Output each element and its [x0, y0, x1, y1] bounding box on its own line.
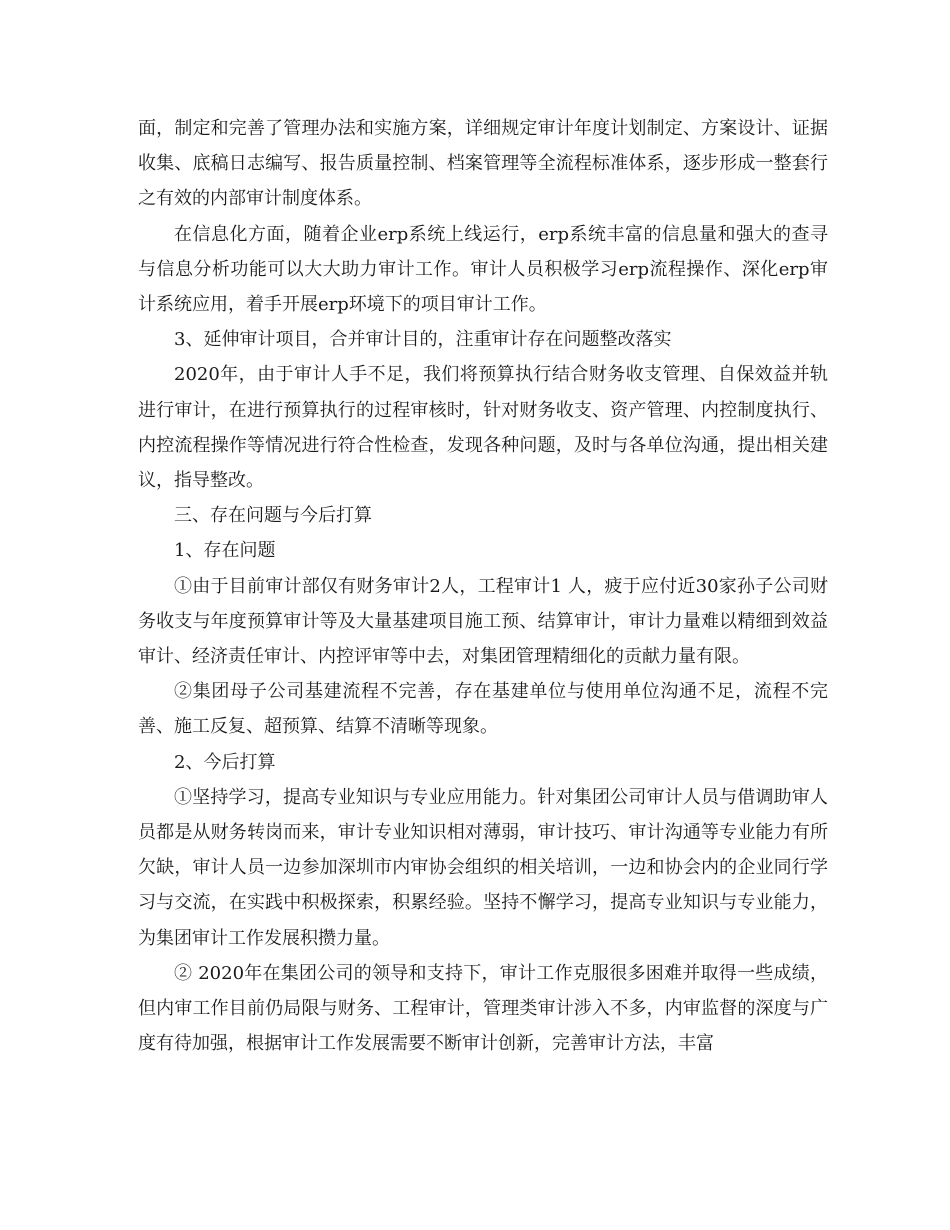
section-heading-3: 3、延伸审计项目，合并审计目的，注重审计存在问题整改落实 — [174, 329, 672, 351]
paragraph-2: 在信息化方面，随着企业erp系统上线运行，erp系统丰富的信息量和强大的查寻与信息分析功能可以大大助力审计工作。审计人员积极学习erp流程操作、深化erp审计系统应用，着手开展erp环境下的项目审计工作。 — [138, 223, 828, 316]
subheading-existing-problems: 1、存在问题 — [174, 540, 276, 562]
paragraph-4: 2020年，由于审计人手不足，我们将预算执行结合财务收支管理、自保效益并轨进行审计，在进行预算执行的过程审核时，针对财务收支、资产管理、内控制度执行、内控流程操作等情况进行符合性检查，发现各种问题，及时与各单位沟通，提出相关建议，指导整改。 — [138, 364, 828, 492]
paragraph-problem-2: ②集团母子公司基建流程不完善，存在基建单位与使用单位沟通不足，流程不完善、施工反复、超预算、结算不清晰等现象。 — [138, 681, 828, 738]
paragraph-problem-1: ①由于目前审计部仅有财务审计2人，工程审计1 人，疲于应付近30家孙子公司财务收支与年度预算审计等及大量基建项目施工预、结算审计，审计力量难以精细到效益审计、经济责任审计、内控评审等中去，对集团管理精细化的贡献力量有限。 — [138, 575, 828, 668]
paragraph-1: 面，制定和完善了管理办法和实施方案，详细规定审计年度计划制定、方案设计、证据收集、底稿日志编写、报告质量控制、档案管理等全流程标准体系，逐步形成一整套行之有效的内部审计制度体系。 — [138, 118, 828, 210]
subheading-future-plans: 2、今后打算 — [174, 751, 276, 773]
paragraph-plan-2: ② 2020年在集团公司的领导和支持下，审计工作克服很多困难并取得一些成绩，但内审工作目前仍局限与财务、工程审计，管理类审计涉入不多，内审监督的深度与广度有待加强，根据审计工作发展需要不断审计创新，完善审计方法，丰富 — [138, 962, 828, 1055]
section-heading-problems-and-plans: 三、存在问题与今后打算 — [174, 505, 372, 527]
document-body — [138, 111, 828, 1061]
paragraph-plan-1: ①坚持学习，提高专业知识与专业应用能力。针对集团公司审计人员与借调助审人员都是从财务转岗而来，审计专业知识相对薄弱，审计技巧、审计沟通等专业能力有所欠缺，审计人员一边参加深圳市内审协会组织的相关培训，一边和协会内的企业同行学习与交流，在实践中积极探索，积累经验。坚持不懈学习，提高专业知识与专业能力，为集团审计工作发展积攒力量。 — [138, 786, 828, 949]
